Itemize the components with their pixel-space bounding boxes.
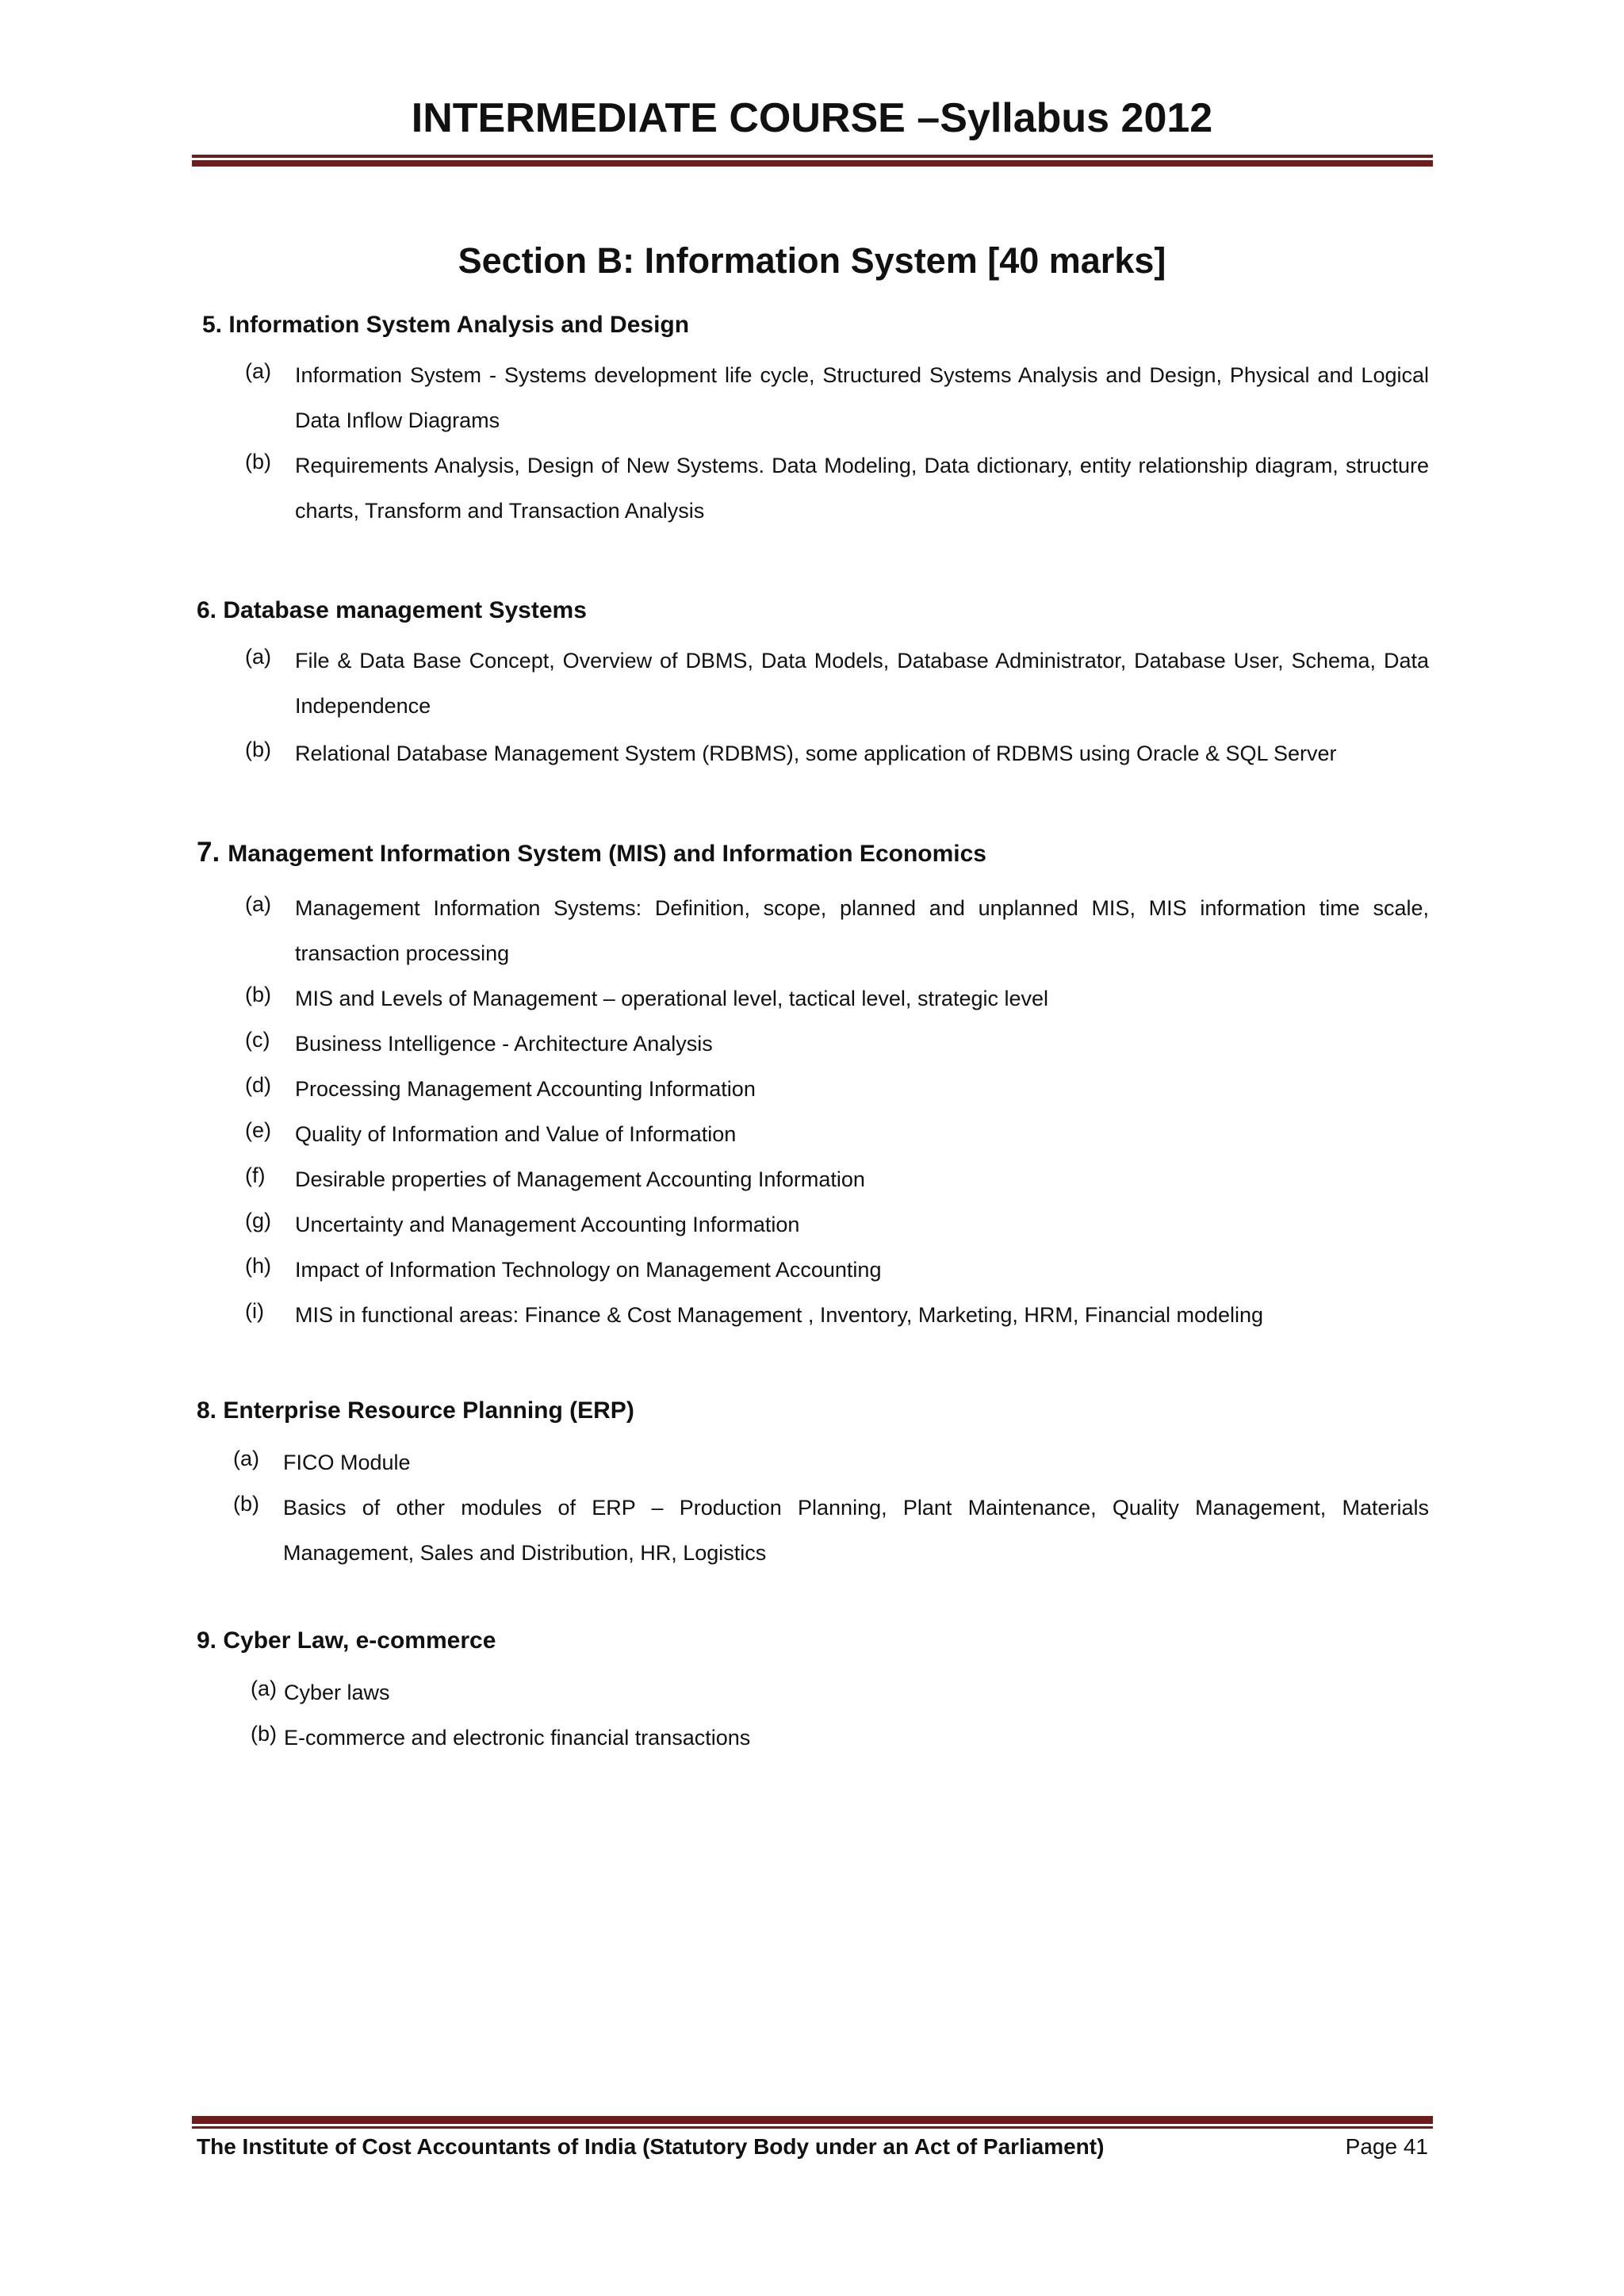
- item-text: File & Data Base Concept, Overview of DBMS, Data Models, Database Administrator, Database User, Schema, Data Independence: [295, 649, 1429, 718]
- footer-organization: The Institute of Cost Accountants of India (Statutory Body under an Act of Parliament): [197, 2134, 1105, 2159]
- item-text: Relational Database Management System (RDBMS), some application of RDBMS using Oracle & SQL Server: [295, 742, 1337, 765]
- item-label: (g): [245, 1209, 271, 1232]
- item-text: Impact of Information Technology on Management Accounting: [295, 1258, 882, 1282]
- footer-rule-thick: [192, 2116, 1433, 2124]
- item-label: (b): [233, 1492, 259, 1516]
- item-label: (c): [245, 1028, 270, 1052]
- item-text: Management Information Systems: Definition, scope, planned and unplanned MIS, MIS information time scale, transaction processing: [295, 896, 1429, 965]
- header-rule-thin: [192, 155, 1433, 158]
- topic-heading-text: Management Information System (MIS) and Information Economics: [228, 841, 986, 867]
- topic-heading: 6. Database management Systems: [197, 597, 587, 623]
- item-text: Uncertainty and Management Accounting Information: [295, 1213, 800, 1236]
- topic-heading: 8. Enterprise Resource Planning (ERP): [197, 1397, 634, 1424]
- item-label: (a): [245, 892, 271, 916]
- page-number: Page 41: [1345, 2134, 1428, 2159]
- item-label: (a): [245, 359, 271, 383]
- item-text: Cyber laws: [284, 1681, 390, 1704]
- header-rule-thick: [192, 160, 1433, 167]
- page-title: INTERMEDIATE COURSE –Syllabus 2012: [411, 95, 1213, 141]
- item-label: (a): [251, 1677, 277, 1700]
- item-label: (a): [245, 645, 271, 669]
- item-text: MIS and Levels of Management – operational level, tactical level, strategic level: [295, 987, 1049, 1010]
- item-label: (h): [245, 1254, 271, 1278]
- item-text: Basics of other modules of ERP – Production Planning, Plant Maintenance, Quality Management, Materials Management, Sales and Distribution, HR, Logistics: [283, 1496, 1429, 1565]
- item-label: (e): [245, 1118, 271, 1142]
- topic-number: 7.: [197, 837, 220, 868]
- item-label: (b): [245, 738, 271, 761]
- topic-heading: [197, 837, 986, 868]
- item-text: FICO Module: [283, 1451, 411, 1474]
- item-label: (b): [245, 450, 271, 473]
- item-text: Desirable properties of Management Accounting Information: [295, 1167, 865, 1191]
- section-title: Section B: Information System [40 marks]: [458, 240, 1166, 281]
- footer-rule-thin: [192, 2126, 1433, 2129]
- topic-heading: 9. Cyber Law, e-commerce: [197, 1627, 496, 1654]
- item-text: E-commerce and electronic financial transactions: [284, 1726, 751, 1750]
- item-label: (a): [233, 1447, 259, 1470]
- item-text: Processing Management Accounting Information: [295, 1077, 756, 1101]
- item-label: (d): [245, 1073, 271, 1097]
- item-text: Requirements Analysis, Design of New Systems. Data Modeling, Data dictionary, entity relationship diagram, structure charts, Transform and Transaction Analysis: [295, 454, 1429, 523]
- item-text: Information System - Systems development life cycle, Structured Systems Analysis and Design, Physical and Logical Data Inflow Diagrams: [295, 363, 1429, 432]
- topic-heading: 5. Information System Analysis and Design: [202, 312, 690, 338]
- item-label: (b): [245, 983, 271, 1006]
- item-text: MIS in functional areas: Finance & Cost Management , Inventory, Marketing, HRM, Financial modeling: [295, 1303, 1264, 1327]
- item-text: Business Intelligence - Architecture Analysis: [295, 1032, 713, 1056]
- item-label: (f): [245, 1163, 266, 1187]
- item-text: Quality of Information and Value of Information: [295, 1122, 737, 1146]
- item-label: (i): [245, 1299, 264, 1323]
- item-label: (b): [251, 1722, 277, 1746]
